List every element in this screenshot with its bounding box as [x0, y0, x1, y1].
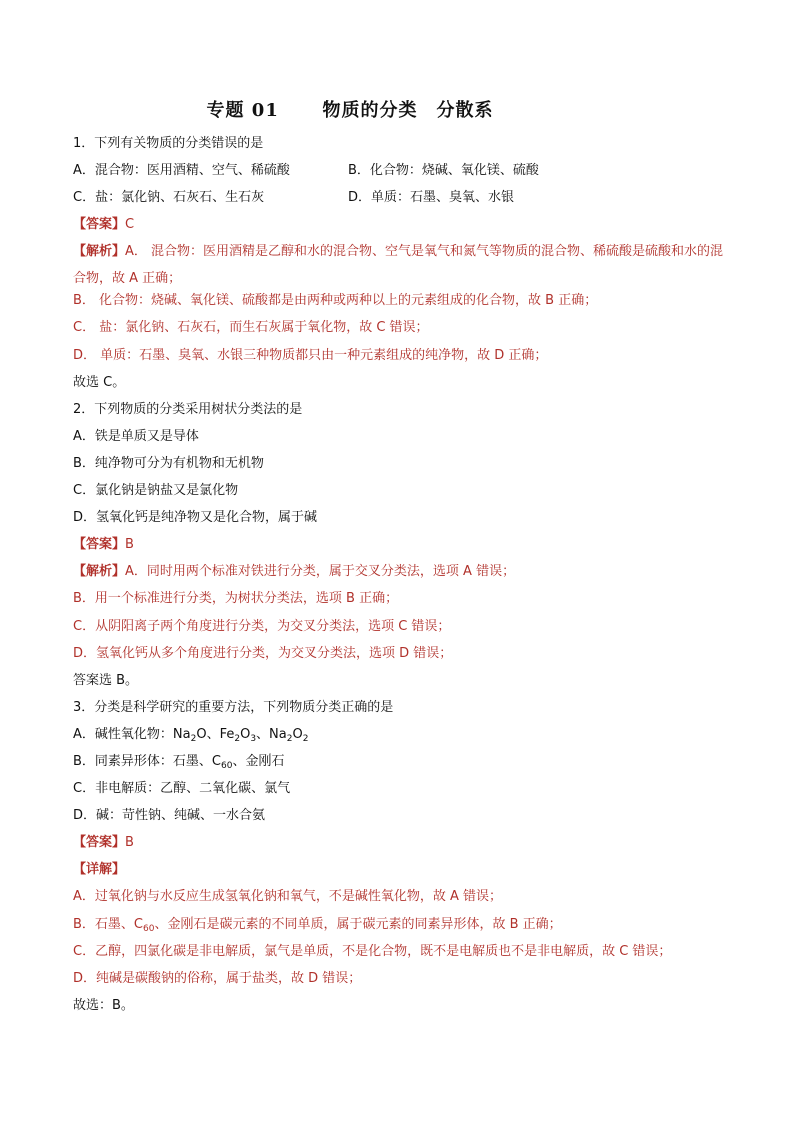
q3-option-b-label: B．同素异形体：石墨、C	[73, 753, 221, 769]
formula-subscript: 2	[302, 733, 309, 744]
q3-option-a-label: A．碱性氧化物：	[73, 726, 173, 742]
q3-detail-b-rest: 、金刚石是碳元素的不同单质，属于碳元素的同素异形体，故 B 正确；	[154, 916, 562, 932]
q3-answer-value: B	[125, 835, 134, 851]
q2-analysis-a-text: A．同时用两个标准对铁进行分类，属于交叉分类法，选项 A 错误；	[125, 564, 516, 580]
q3-option-a	[73, 725, 733, 752]
q1-conclusion: 故选 C。	[73, 374, 126, 390]
q1-answer-value: C	[125, 217, 135, 233]
q2-stem: 2．下列物质的分类采用树状分类法的是	[73, 401, 303, 417]
formula-part: O	[240, 726, 251, 742]
q3-conclusion: 故选：B。	[73, 997, 134, 1013]
q3-option-b-rest: 、金刚石	[232, 753, 285, 769]
title-main: 专题 01	[206, 100, 279, 121]
q3-detail-a: A．过氧化钠与水反应生成氢氧化钠和氧气，不是碱性氧化物，故 A 错误；	[73, 889, 503, 905]
question-list	[73, 134, 733, 1023]
q3-option-c: C．非电解质：乙醇、二氧化碳、氯气	[73, 781, 291, 797]
q2-option-c: C．氯化钠是钠盐又是氯化物	[73, 483, 239, 499]
analysis-tag: 【解析】	[73, 564, 126, 580]
q1-option-d: D．单质：石墨、臭氧、水银	[348, 190, 515, 206]
q3-option-b	[73, 752, 733, 779]
q2-option-a: A．铁是单质又是导体	[73, 428, 199, 444]
q1-analysis-c: C． 盐：氯化钠、石灰石，而生石灰属于氧化物，故 C 错误；	[73, 320, 429, 336]
formula-subscript: 3	[250, 733, 257, 744]
q1-analysis-b: B． 化合物：烧碱、氧化镁、硫酸都是由两种或两种以上的元素组成的化合物，故 B 正确；	[73, 293, 598, 309]
q3-answer	[73, 833, 733, 860]
answer-tag: 【答案】	[73, 217, 126, 233]
q3-detail-b-label: B．石墨、C	[73, 916, 143, 932]
q2-option-d: D．氢氧化钙是纯净物又是化合物，属于碱	[73, 510, 318, 526]
q1-analysis-d: D． 单质：石墨、臭氧、水银三种物质都只由一种元素组成的纯净物，故 D 正确；	[73, 347, 548, 363]
answer-tag: 【答案】	[73, 835, 126, 851]
formula-part: O	[292, 726, 303, 742]
formula-part: O、Fe	[196, 726, 235, 742]
detail-tag: 【详解】	[73, 862, 126, 878]
q1-option-a: A．混合物：医用酒精、空气、稀硫酸	[73, 163, 290, 179]
q3-detail-c: C．乙醇，四氯化碳是非电解质，氯气是单质，不是化合物，既不是电解质也不是非电解质，故 C 错误；	[73, 943, 672, 959]
q3-option-d: D．碱：苛性钠、纯碱、一水合氨	[73, 808, 266, 824]
q1-options-row2	[73, 188, 733, 215]
q3-detail-heading	[73, 860, 733, 887]
answer-tag: 【答案】	[73, 537, 126, 553]
q2-conclusion: 答案选 B。	[73, 672, 139, 688]
q2-analysis-d: D．氢氧化钙从多个角度进行分类，为交叉分类法，选项 D 错误；	[73, 645, 453, 661]
q1-analysis-a	[73, 238, 733, 292]
formula-part: Na	[172, 726, 191, 742]
q1-analysis-a-text: A． 混合物：医用酒精是乙醇和水的混合物、空气是氧气和氮气等物质的混合物、稀硫酸是硫酸和水的混合物，故 A 正确；	[73, 244, 724, 287]
q2-analysis-b: B．用一个标准进行分类，为树状分类法，选项 B 正确；	[73, 591, 399, 607]
q1-options-row1	[73, 161, 733, 188]
analysis-tag: 【解析】	[73, 244, 126, 260]
q3-stem: 3．分类是科学研究的重要方法，下列物质分类正确的是	[73, 699, 394, 715]
q1-option-c: C．盐：氯化钠、石灰石、生石灰	[73, 190, 265, 206]
title-sub: 物质的分类 分散系	[322, 100, 494, 121]
q2-analysis-c: C．从阴阳离子两个角度进行分类，为交叉分类法，选项 C 错误；	[73, 618, 451, 634]
q1-option-b: B．化合物：烧碱、氧化镁、硫酸	[348, 163, 539, 179]
formula-subscript: 2	[286, 733, 293, 744]
formula-subscript: 60	[143, 923, 155, 934]
q3-detail-b	[73, 915, 733, 942]
q3-detail-d: D．纯碱是碳酸钠的俗称，属于盐类，故 D 错误；	[73, 970, 362, 986]
q2-option-b: B．纯净物可分为有机物和无机物	[73, 455, 264, 471]
formula-part: 、Na	[256, 726, 287, 742]
q2-answer-value: B	[125, 537, 134, 553]
formula-subscript: 2	[234, 733, 241, 744]
formula-subscript: 60	[221, 760, 233, 771]
q2-analysis-a	[73, 562, 733, 589]
q2-answer	[73, 535, 733, 562]
q1-stem: 1．下列有关物质的分类错误的是	[73, 136, 264, 151]
page-title	[0, 96, 700, 122]
formula-subscript: 2	[190, 733, 197, 744]
